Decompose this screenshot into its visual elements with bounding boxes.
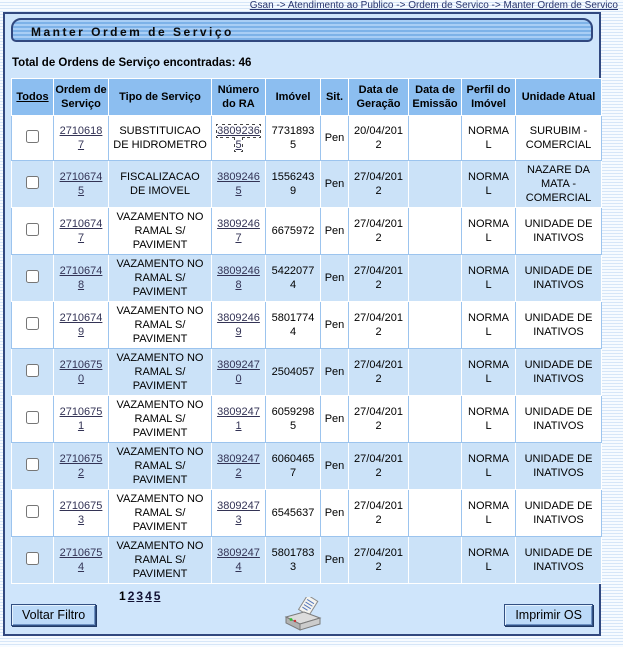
col-header-todos xyxy=(12,79,54,116)
ra-number-link-cell xyxy=(212,116,266,161)
ra-number-link-cell xyxy=(212,490,266,537)
row-select-checkbox[interactable] xyxy=(26,458,39,471)
order-number-link-cell xyxy=(54,490,109,537)
order-number-link[interactable]: 27106187 xyxy=(59,125,103,151)
tipo-servico-cell: FISCALIZACAO DE IMOVEL xyxy=(109,161,212,208)
data-emissao-cell xyxy=(409,255,462,302)
unidade-atual-cell: UNIDADE DE INATIVOS xyxy=(516,490,602,537)
order-number-link[interactable]: 27106753 xyxy=(59,500,103,526)
tipo-servico-cell: VAZAMENTO NO RAMAL S/ PAVIMENT xyxy=(109,490,212,537)
imovel-cell: 58017833 xyxy=(266,537,321,584)
data-emissao-cell xyxy=(409,208,462,255)
tipo-servico-cell: VAZAMENTO NO RAMAL S/ PAVIMENT xyxy=(109,208,212,255)
situacao-cell: Pen xyxy=(321,537,349,584)
data-geracao-cell: 27/04/2012 xyxy=(349,396,409,443)
imovel-cell: 54220774 xyxy=(266,255,321,302)
table-row xyxy=(12,396,602,443)
data-emissao-cell xyxy=(409,537,462,584)
data-emissao-cell xyxy=(409,161,462,208)
imovel-cell: 6675972 xyxy=(266,208,321,255)
order-number-link-cell xyxy=(54,208,109,255)
select-cell xyxy=(12,349,54,396)
col-header-ordem: Ordem de Serviço xyxy=(54,79,109,116)
pagination-page-link[interactable]: 5 xyxy=(153,589,161,603)
select-cell xyxy=(12,208,54,255)
situacao-cell: Pen xyxy=(321,255,349,302)
col-header-unidade: Unidade Atual xyxy=(516,79,602,116)
unidade-atual-cell: UNIDADE DE INATIVOS xyxy=(516,537,602,584)
data-geracao-cell: 27/04/2012 xyxy=(349,490,409,537)
pagination-page-link[interactable]: 4 xyxy=(145,589,152,603)
table-row xyxy=(12,537,602,584)
ra-number-link[interactable]: 38092469 xyxy=(217,312,260,338)
row-select-checkbox[interactable] xyxy=(26,552,39,565)
select-cell xyxy=(12,161,54,208)
footer-bar xyxy=(11,602,593,628)
ra-number-link[interactable]: 38092467 xyxy=(217,218,260,244)
row-select-checkbox[interactable] xyxy=(26,364,39,377)
table-row xyxy=(12,349,602,396)
select-all-link[interactable]: Todos xyxy=(16,91,49,103)
imovel-cell: 60592985 xyxy=(266,396,321,443)
col-header-perfil: Perfil do Imóvel xyxy=(462,79,516,116)
ra-number-link[interactable]: 38092465 xyxy=(217,171,260,197)
order-number-link-cell xyxy=(54,396,109,443)
row-select-checkbox[interactable] xyxy=(26,505,39,518)
pagination xyxy=(119,589,595,603)
ra-number-link-cell xyxy=(212,537,266,584)
pagination-current-page: 1 xyxy=(119,589,126,603)
select-cell xyxy=(12,537,54,584)
unidade-atual-cell: SURUBIM - COMERCIAL xyxy=(516,116,602,161)
tipo-servico-cell: VAZAMENTO NO RAMAL S/ PAVIMENT xyxy=(109,255,212,302)
imovel-cell: 6545637 xyxy=(266,490,321,537)
select-cell xyxy=(12,396,54,443)
perfil-imovel-cell: NORMAL xyxy=(462,255,516,302)
manter-ordem-panel xyxy=(3,12,601,636)
imovel-cell: 58017744 xyxy=(266,302,321,349)
row-select-checkbox[interactable] xyxy=(26,223,39,236)
order-number-link-cell xyxy=(54,116,109,161)
table-row xyxy=(12,161,602,208)
tipo-servico-cell: VAZAMENTO NO RAMAL S/ PAVIMENT xyxy=(109,537,212,584)
unidade-atual-cell: UNIDADE DE INATIVOS xyxy=(516,443,602,490)
tipo-servico-cell: VAZAMENTO NO RAMAL S/ PAVIMENT xyxy=(109,396,212,443)
table-row xyxy=(12,490,602,537)
select-cell xyxy=(12,302,54,349)
select-cell xyxy=(12,490,54,537)
page-title: Manter Ordem de Serviço xyxy=(11,18,593,42)
row-select-checkbox[interactable] xyxy=(26,270,39,283)
order-number-link[interactable]: 27106748 xyxy=(59,265,103,291)
unidade-atual-cell: UNIDADE DE INATIVOS xyxy=(516,396,602,443)
row-select-checkbox[interactable] xyxy=(26,130,39,143)
row-select-checkbox[interactable] xyxy=(26,176,39,189)
situacao-cell: Pen xyxy=(321,116,349,161)
order-number-link[interactable]: 27106751 xyxy=(59,406,103,432)
perfil-imovel-cell: NORMAL xyxy=(462,116,516,161)
imovel-cell: 60604657 xyxy=(266,443,321,490)
order-number-link-cell xyxy=(54,302,109,349)
data-geracao-cell: 27/04/2012 xyxy=(349,537,409,584)
situacao-cell: Pen xyxy=(321,208,349,255)
pagination-page-link[interactable]: 3 xyxy=(136,589,144,603)
unidade-atual-cell: UNIDADE DE INATIVOS xyxy=(516,302,602,349)
perfil-imovel-cell: NORMAL xyxy=(462,537,516,584)
perfil-imovel-cell: NORMAL xyxy=(462,443,516,490)
data-geracao-cell: 20/04/2012 xyxy=(349,116,409,161)
order-number-link[interactable]: 27106754 xyxy=(59,547,103,573)
tipo-servico-cell: VAZAMENTO NO RAMAL S/ PAVIMENT xyxy=(109,349,212,396)
perfil-imovel-cell: NORMAL xyxy=(462,490,516,537)
perfil-imovel-cell: NORMAL xyxy=(462,302,516,349)
data-emissao-cell xyxy=(409,302,462,349)
unidade-atual-cell: UNIDADE DE INATIVOS xyxy=(516,349,602,396)
service-orders-table xyxy=(11,78,602,584)
order-number-link-cell xyxy=(54,443,109,490)
ra-number-link[interactable]: 38092473 xyxy=(217,500,260,526)
imovel-cell: 15562439 xyxy=(266,161,321,208)
data-geracao-cell: 27/04/2012 xyxy=(349,443,409,490)
perfil-imovel-cell: NORMAL xyxy=(462,349,516,396)
printer-icon[interactable] xyxy=(282,597,322,633)
order-number-link[interactable]: 27106752 xyxy=(59,453,103,479)
unidade-atual-cell: UNIDADE DE INATIVOS xyxy=(516,208,602,255)
order-number-link[interactable]: 27106749 xyxy=(59,312,103,338)
imprimir-os-button[interactable]: Imprimir OS xyxy=(504,604,593,626)
tipo-servico-cell: SUBSTITUICAO DE HIDROMETRO xyxy=(109,116,212,161)
select-cell xyxy=(12,255,54,302)
unidade-atual-cell: UNIDADE DE INATIVOS xyxy=(516,255,602,302)
order-number-link-cell xyxy=(54,349,109,396)
ra-number-link-cell xyxy=(212,396,266,443)
ra-number-link-cell xyxy=(212,255,266,302)
imovel-cell: 77318935 xyxy=(266,116,321,161)
order-number-link[interactable]: 27106750 xyxy=(59,359,103,385)
table-row xyxy=(12,255,602,302)
table-row xyxy=(12,116,602,161)
data-geracao-cell: 27/04/2012 xyxy=(349,302,409,349)
situacao-cell: Pen xyxy=(321,302,349,349)
situacao-cell: Pen xyxy=(321,490,349,537)
data-geracao-cell: 27/04/2012 xyxy=(349,161,409,208)
ra-number-link-cell xyxy=(212,302,266,349)
row-select-checkbox[interactable] xyxy=(26,317,39,330)
row-select-checkbox[interactable] xyxy=(26,411,39,424)
perfil-imovel-cell: NORMAL xyxy=(462,396,516,443)
ra-number-link[interactable]: 38092474 xyxy=(217,547,260,573)
col-header-geracao: Data de Geração xyxy=(349,79,409,116)
data-emissao-cell xyxy=(409,490,462,537)
results-summary: Total de Ordens de Serviço encontradas: 46 xyxy=(12,57,252,69)
ra-number-link-cell xyxy=(212,161,266,208)
imovel-cell: 2504057 xyxy=(266,349,321,396)
ra-number-link-cell xyxy=(212,208,266,255)
data-geracao-cell: 27/04/2012 xyxy=(349,208,409,255)
perfil-imovel-cell: NORMAL xyxy=(462,208,516,255)
select-cell xyxy=(12,443,54,490)
situacao-cell: Pen xyxy=(321,349,349,396)
col-header-sit: Sit. xyxy=(321,79,349,116)
data-emissao-cell xyxy=(409,396,462,443)
col-header-emissao: Data de Emissão xyxy=(409,79,462,116)
table-row xyxy=(12,443,602,490)
col-header-ra: Número do RA xyxy=(212,79,266,116)
ra-number-link-cell xyxy=(212,443,266,490)
ra-number-link-cell xyxy=(212,349,266,396)
ra-number-link[interactable]: 38092472 xyxy=(217,453,260,479)
situacao-cell: Pen xyxy=(321,161,349,208)
perfil-imovel-cell: NORMAL xyxy=(462,161,516,208)
order-number-link-cell xyxy=(54,537,109,584)
select-cell xyxy=(12,116,54,161)
unidade-atual-cell: NAZARE DA MATA - COMERCIAL xyxy=(516,161,602,208)
col-header-imovel: Imóvel xyxy=(266,79,321,116)
data-emissao-cell xyxy=(409,443,462,490)
voltar-filtro-button[interactable]: Voltar Filtro xyxy=(11,604,96,626)
order-number-link-cell xyxy=(54,161,109,208)
table-header-row xyxy=(12,79,602,116)
table-row xyxy=(12,302,602,349)
tipo-servico-cell: VAZAMENTO NO RAMAL S/ PAVIMENT xyxy=(109,302,212,349)
situacao-cell: Pen xyxy=(321,396,349,443)
breadcrumb[interactable]: Gsan -> Atendimento ao Publico -> Ordem de Servico -> Manter Ordem de Servico xyxy=(249,0,618,11)
data-emissao-cell xyxy=(409,349,462,396)
situacao-cell: Pen xyxy=(321,443,349,490)
tipo-servico-cell: VAZAMENTO NO RAMAL S/ PAVIMENT xyxy=(109,443,212,490)
table-row xyxy=(12,208,602,255)
data-geracao-cell: 27/04/2012 xyxy=(349,255,409,302)
ra-number-link[interactable]: 38092470 xyxy=(217,359,260,385)
order-number-link[interactable]: 27106745 xyxy=(59,171,103,197)
pagination-page-link[interactable]: 2 xyxy=(127,589,135,603)
ra-number-link[interactable]: 38092365 xyxy=(217,125,260,151)
data-emissao-cell xyxy=(409,116,462,161)
col-header-tipo: Tipo de Serviço xyxy=(109,79,212,116)
ra-number-link[interactable]: 38092468 xyxy=(217,265,260,291)
ra-number-link[interactable]: 38092471 xyxy=(217,406,260,432)
order-number-link-cell xyxy=(54,255,109,302)
data-geracao-cell: 27/04/2012 xyxy=(349,349,409,396)
order-number-link[interactable]: 27106747 xyxy=(59,218,103,244)
